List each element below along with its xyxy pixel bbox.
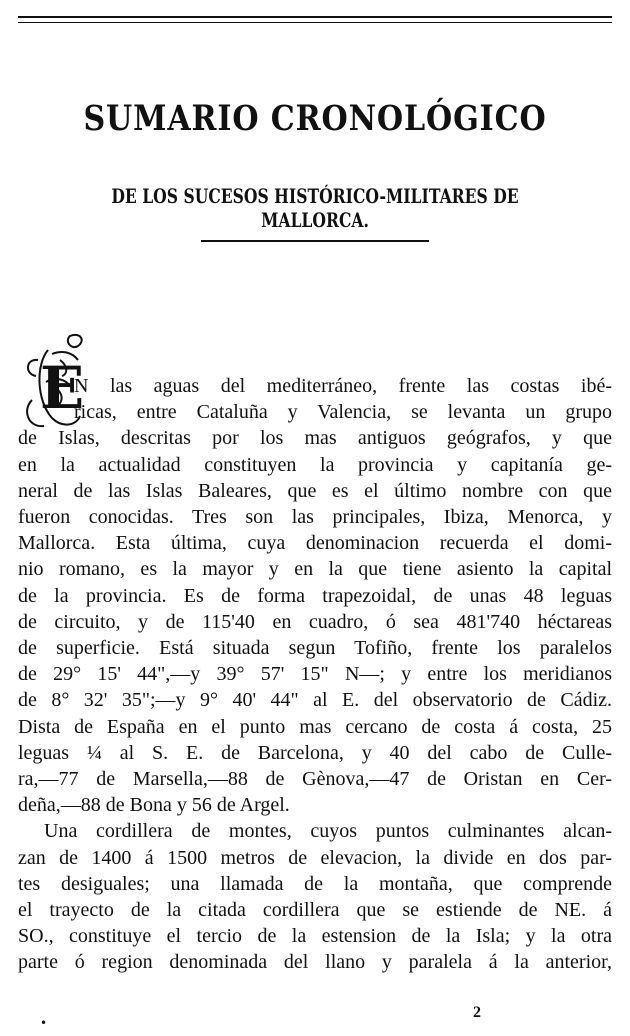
text-line: leguas ¼ al S. E. de Barcelona, y 40 del cabo de Culle-	[18, 741, 612, 764]
text-line: de Islas, descritas por los mas antiguos geógrafos, y que	[18, 427, 612, 450]
text-line: deña,—88 de Bona y 56 de Argel.	[18, 794, 290, 817]
top-rule-thin	[18, 22, 612, 23]
text-line: de 29° 15' 44",—y 39° 57' 15" N—; y entre los meridianos	[18, 663, 612, 686]
text-line: tes desiguales; una llamada de la montaña, que comprende	[18, 872, 612, 895]
text-line: zan de 1400 á 1500 metros de elevacion, la divide en dos par-	[18, 846, 612, 869]
footer-mark: •	[40, 1016, 48, 1030]
text-line: de la provincia. Es de forma trapezoidal, de unas 48 leguas	[18, 584, 612, 607]
text-line: parte ó region denominada del llano y paralela á la anterior,	[18, 951, 612, 974]
page-number: 2	[473, 1004, 481, 1021]
title-divider	[201, 240, 429, 242]
page-subtitle: DE LOS SUCESOS HISTÓRICO-MILITARES DE MALLORCA.	[111, 184, 519, 232]
text-line: de circuito, y de 115'40 en cuadro, ó sea 481'740 héctareas	[18, 610, 612, 633]
text-line: en la actualidad constituyen la provincia y capitanía ge-	[18, 453, 612, 476]
text-line: ra,—77 de Marsella,—88 de Gènova,—47 de Oristan en Cer-	[18, 768, 612, 790]
text-line: neral de las Islas Baleares, que es el último nombre con que	[18, 479, 612, 502]
text-line: el trayecto de la citada cordillera que se estiende de NE. á	[18, 899, 612, 921]
text-line: ricas, entre Cataluña y Valencia, se levanta un grupo	[74, 401, 612, 424]
text-line: de 8° 32' 35";—y 9° 40' 44" al E. del observatorio de Cádiz.	[18, 689, 612, 712]
text-line: fueron conocidas. Tres son las principales, Ibiza, Menorca, y	[18, 506, 612, 528]
text-line: Una cordillera de montes, cuyos puntos culminantes alcan-	[44, 820, 612, 843]
drop-cap-letter: E	[40, 354, 85, 422]
text-line: nio romano, es la mayor y en la que tiene asiento la capital	[18, 558, 612, 581]
page-title: SUMARIO CRONOLÓGICO	[83, 98, 547, 139]
text-line: Mallorca. Esta última, cuya denominacion recuerda el domi-	[18, 532, 612, 555]
text-line: Dista de España en el punto mas cercano de costa á costa, 25	[18, 715, 612, 738]
text-line: N las aguas del mediterráneo, frente las costas ibé-	[74, 375, 612, 397]
text-line: de superficie. Está situada segun Tofiño, frente los paralelos	[18, 637, 612, 659]
text-line: SO., constituye el tercio de la estension de la Isla; y la otra	[18, 925, 612, 948]
top-rule-thick	[18, 16, 612, 18]
